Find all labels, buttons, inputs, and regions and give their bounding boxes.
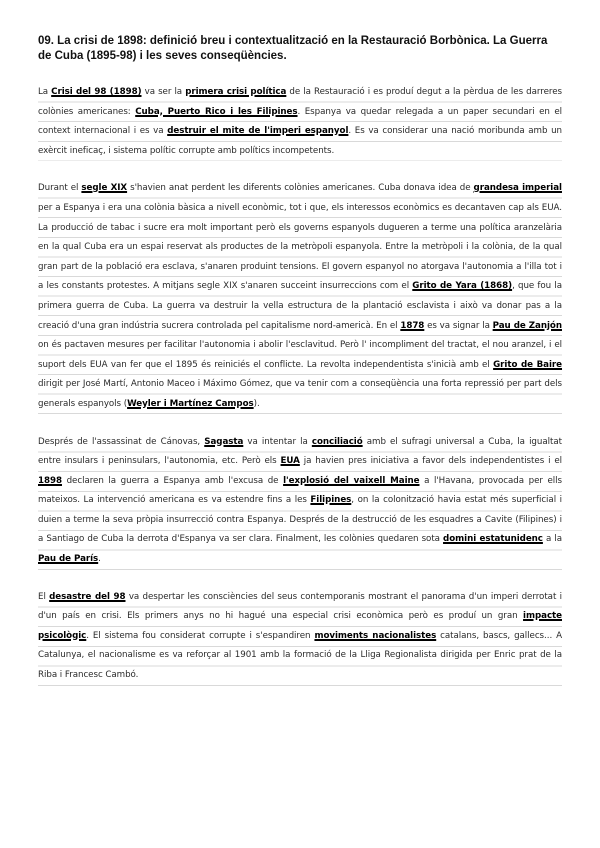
highlighted-term: primera crisi política [185, 87, 287, 97]
paragraph-text: ja havien pres iniciativa a favor dels independentistes i el [299, 456, 562, 467]
highlighted-term: Weyler i Martínez Campos [127, 398, 254, 409]
paragraph-text: s'havien anat perdent les diferents colònies americanes. Cuba donava idea de [127, 183, 474, 194]
paragraph [38, 179, 562, 414]
highlighted-term: desastre del 98 [49, 591, 126, 602]
paragraph-text: dirigit per José Martí, Antonio Maceo i Máximo Gómez, que va tenir com a conseqüència una forta repressió per part dels generals espanyols ( [38, 379, 562, 409]
paragraph-text: per a Espanya i era una colònia bàsica a nivell econòmic, tot i que, els interessos econòmics es decantaven cap als EUA. La producció de tabac i sucre era molt important però els governs espanyols dugueren a terme una política aranzelària en la qual Cuba era un espai reservat als productes de la metròpoli espanyola. Entre la metròpoli i la colònia, de la qual gran part de la població era esclava, s'anaren produint tensions. El govern espanyol no atorgava l'autonomia a l'illa tot i a les constants protestes. A mitjans segle XIX s'anaren succeint insurreccions com el [38, 202, 562, 292]
highlighted-term: domini estatunidenc [443, 534, 543, 545]
paragraph-text: . El sistema fou considerat corrupte i s'espandiren [86, 630, 315, 641]
paragraph-text: declaren la guerra a Espanya amb l'excusa de [61, 475, 284, 486]
paragraph-text: . Es va considerar una nació moribunda amb un exèrcit ineficaç, i sistema polític corrupte amb polítics incompetents. [38, 126, 562, 156]
paragraph-text: , on la colonització havia estat més superficial i duien a terme la seva pròpia insurrecció contra Espanya. Després de la destrucció de les esquadres a Cavite (Filipines) i a Santiago de Cuba la derrota d'Espanya va ser clara. Finalment, les colònies quedaren sota [38, 495, 562, 545]
paragraph-text: on és pactaven mesures per facilitar l'autonomia i abolir l'esclavitud. Però l' incompliment del tractat, el nou aranzel, i el suport dels EUA van fer que el 1895 és reiniciés el conflicte. La revolta independentista s'inicià amb el [38, 340, 562, 370]
paragraph-text: Durant el [38, 183, 82, 194]
highlighted-term: Sagasta [204, 436, 244, 447]
highlighted-term: conciliació [311, 436, 363, 447]
highlighted-term: destruir el mite de l'imperi espanyol [167, 126, 349, 137]
paragraph-text: de la Restauració i es produí degut a la pèrdua de les darreres colònies americanes: [38, 87, 562, 117]
paragraph-text: El [38, 591, 50, 602]
highlighted-term: Pau de Zanjón [492, 320, 562, 331]
highlighted-term: EUA [280, 456, 300, 467]
highlighted-term: Pau de París [38, 554, 99, 565]
paragraph-text: . Espanya va quedar relegada a un paper secundari en el context internacional i es va [38, 106, 562, 137]
paragraph-text: . [98, 554, 101, 565]
highlighted-term: 1898 [38, 475, 62, 486]
highlighted-term: Grito de Yara (1868) [412, 281, 513, 292]
paragraph-text: a la [542, 534, 562, 545]
paragraph [38, 83, 562, 161]
highlighted-term: Crisi del 98 (1898) [51, 87, 142, 97]
document-body [38, 83, 562, 686]
paragraph [38, 588, 562, 686]
paragraph-text: es va signar la [424, 320, 493, 331]
paragraph-text: catalans, bascs, gallecs... A Catalunya, el nacionalisme es va reforçar al 1901 amb la formació de la Lliga Regionalista dirigida per Enric prat de la Riba i Francesc Cambó. [38, 630, 563, 681]
paragraph [38, 433, 562, 570]
paragraph-text: Després de l'assassinat de Cánovas, [38, 436, 205, 447]
highlighted-term: moviments nacionalistes [314, 630, 437, 641]
paragraph-text: a l'Havana, provocada per ells mateixos. La intervenció americana es va estendre fins a les [38, 475, 563, 506]
paragraph-text: amb el sufragi universal a Cuba, la igualtat entre insulars i peninsulars, l'autonomia, etc. Però els [38, 436, 562, 467]
highlighted-term: Cuba, Puerto Rico i les Filipines [135, 106, 298, 117]
highlighted-term: segle XIX [81, 183, 128, 194]
highlighted-term: Filipines [310, 495, 352, 506]
document-title: 09. La crisi de 1898: definició breu i contextualització en la Restauració Borbònica. La Guerra de Cuba (1895-98) i les seves conseqüències. [38, 35, 548, 62]
paragraph-text: va intentar la [243, 436, 312, 447]
highlighted-term: 1878 [400, 320, 425, 331]
highlighted-term: grandesa imperial [473, 183, 562, 194]
paragraph-text: va ser la [141, 87, 186, 97]
highlighted-term: impacte psicològic [38, 611, 562, 641]
paragraph-text: va despertar les consciències del seus contemporanis mostrant el panorama d'un imperi derrotat i d'un país en crisi. Els primers anys no hi hagué una especial crisi econòmica però es produí un gran [38, 591, 563, 622]
paragraph-text: , que fou la primera guerra de Cuba. La guerra va destruir la vella estructura de la plantació esclavista i això va donar pas a la creació d'una gran indústria sucrera controlada pel capitalisme nord-americà. En el [38, 281, 562, 331]
paragraph-text: La [38, 87, 52, 97]
highlighted-term: l'explosió del vaixell Maine [283, 475, 420, 486]
paragraph-text: ). [253, 398, 260, 409]
highlighted-term: Grito de Baire [493, 359, 563, 370]
